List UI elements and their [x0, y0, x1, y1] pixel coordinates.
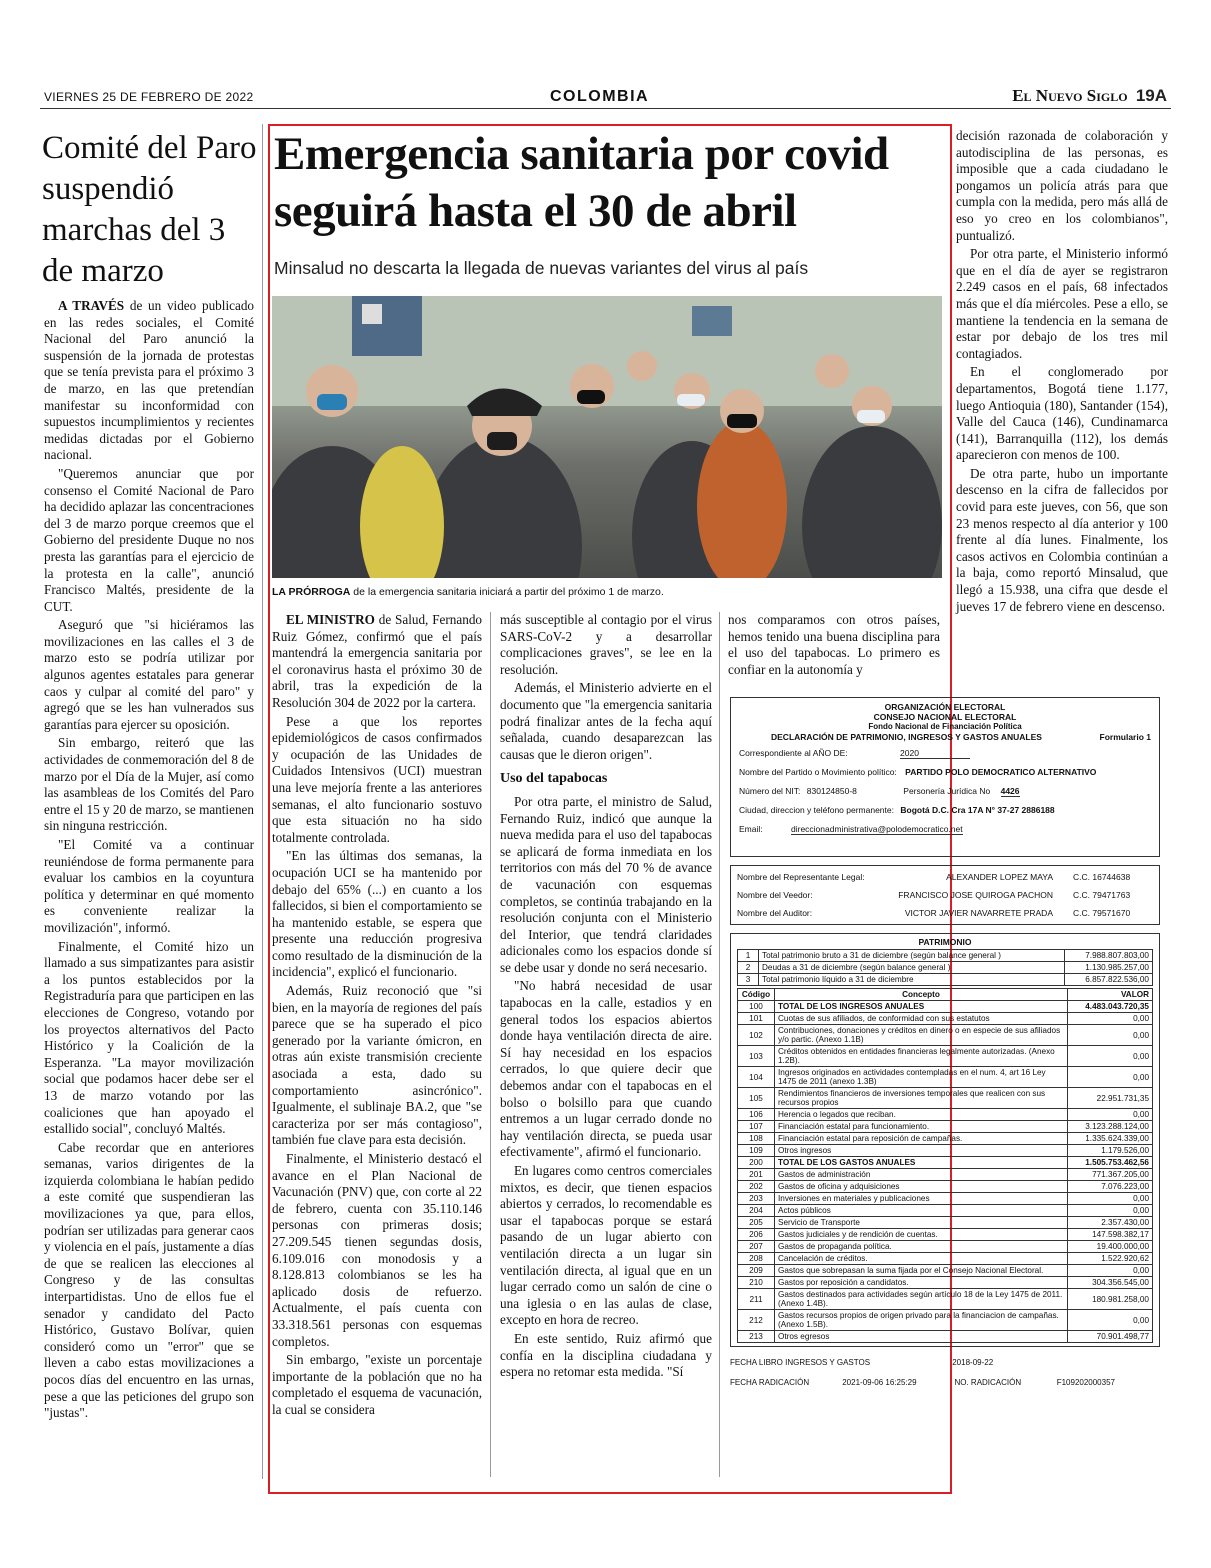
- patrimonio-row: [738, 950, 1153, 962]
- row-code: 102: [738, 1025, 775, 1046]
- patrimonio-value: 6.857.822.536,00: [1064, 974, 1152, 986]
- party-name: PARTIDO POLO DEMOCRATICO ALTERNATIVO: [905, 767, 1097, 777]
- row-code: 106: [738, 1109, 775, 1121]
- fecha-rad-value: 2021-09-06 16:25:29: [842, 1378, 917, 1387]
- email-value: direccionadministrativa@polodemocratico.net: [791, 824, 963, 834]
- party-label: Nombre del Partido o Movimiento político:: [739, 767, 897, 777]
- row-code: 103: [738, 1046, 775, 1067]
- row-code: 200: [738, 1157, 775, 1169]
- row-concept: Contribuciones, donaciones y créditos en dinero o en especie de sus afiliados y/o partic. (Anexo 1.1B): [775, 1025, 1068, 1046]
- row-concept: Herencia o legados que reciban.: [775, 1109, 1068, 1121]
- form-header-box: [730, 697, 1160, 857]
- row-concept: Gastos por reposición a candidatos.: [775, 1277, 1068, 1289]
- row-value: 0,00: [1068, 1265, 1153, 1277]
- row-code: 109: [738, 1145, 775, 1157]
- table-row: [738, 1205, 1153, 1217]
- people-row: [737, 868, 1153, 886]
- section-name: COLOMBIA: [550, 88, 650, 105]
- row-value: 22.951.731,35: [1068, 1088, 1153, 1109]
- nit-value: 830124850-8: [806, 786, 857, 796]
- main-story-subtitle: Minsalud no descarta la llegada de nuevas variantes del virus al país: [274, 258, 809, 278]
- row-value: 1.179.526,00: [1068, 1145, 1153, 1157]
- row-value: 1.505.753.462,56: [1068, 1157, 1153, 1169]
- patrimonio-row: [738, 962, 1153, 974]
- row-concept: Otros ingresos: [775, 1145, 1068, 1157]
- table-row: [738, 1217, 1153, 1229]
- fecha-libro-label: FECHA LIBRO INGRESOS Y GASTOS: [730, 1358, 871, 1367]
- row-value: 0,00: [1068, 1109, 1153, 1121]
- person-role: Nombre del Auditor:: [737, 908, 813, 918]
- paragraph: de un video publicado en las redes sociales, el Comité Nacional del Paro anunció la suspensión de la jornada de protestas que se tenía prevista para el próximo 3 de marzo, en las que pretendían manifestar su inconformidad con supuestos incumplimientos y recientes medidas dictadas por el Gobierno nacional.: [44, 298, 255, 463]
- table-row: [738, 1001, 1153, 1013]
- paragraph: Por otra parte, el Ministerio informó que en el día de ayer se registraron 2.249 casos en el país, 68 infectados más que el día miércoles. Pese a ello, se mantiene la tendencia en la semana de estar por debajo de los tres mil contagiados.: [956, 246, 1168, 361]
- person-role: Nombre del Veedor:: [737, 890, 813, 900]
- col-header-code: Código: [738, 989, 775, 1001]
- crowd-illustration: [272, 296, 942, 578]
- address-label: Ciudad, direccion y teléfono permanente:: [739, 805, 894, 815]
- row-concept: Cuotas de sus afiliados, de conformidad con sus estatutos: [775, 1013, 1068, 1025]
- paragraph: Además, Ruiz reconoció que "si bien, en la mayoría de regiones del país parece que se ha superado el pico generado por la variante ómicron, en otras aún existe transmisión creciente asociada a esta, dado su comportamiento asincrónico". Igualmente, el sublinaje BA.2, que "se caracteriza por ser más contagioso", también fue clave para esta decisión.: [272, 983, 482, 1148]
- news-photo: [272, 296, 942, 578]
- paragraph: decisión razonada de colaboración y autodisciplina de las personas, es imposible que a cada ciudadano le pongamos un policía atrás para que cumpla con la medida, pero más allá de eso yo creo en los colombianos", puntualizó.: [956, 128, 1168, 243]
- table-row: [738, 1241, 1153, 1253]
- table-row: [738, 1331, 1153, 1343]
- header-rule: [40, 108, 1171, 109]
- row-code: 101: [738, 1013, 775, 1025]
- no-rad-value: F109202000357: [1056, 1378, 1115, 1387]
- left-story-body: [44, 298, 254, 1424]
- row-concept: Financiación estatal para reposición de campañas.: [775, 1133, 1068, 1145]
- person-cc: C.C. 79571670: [1073, 908, 1131, 918]
- people-table: [737, 868, 1153, 922]
- people-row: [737, 886, 1153, 904]
- table-row: [738, 1025, 1153, 1046]
- row-value: 0,00: [1068, 1013, 1153, 1025]
- left-story-title: Comité del Paro suspendió marchas del 3 de marzo: [42, 130, 257, 289]
- patrimonio-label: Deudas a 31 de diciembre (según balance general ): [759, 962, 1065, 974]
- row-value: 19.400.000,00: [1068, 1241, 1153, 1253]
- table-row: [738, 1046, 1153, 1067]
- nit-label: Número del NIT:: [739, 786, 801, 796]
- row-value: 4.483.043.720,35: [1068, 1001, 1153, 1013]
- row-concept: TOTAL DE LOS INGRESOS ANUALES: [775, 1001, 1068, 1013]
- row-value: 0,00: [1068, 1205, 1153, 1217]
- row-value: 147.598.382,17: [1068, 1229, 1153, 1241]
- table-row: [738, 1121, 1153, 1133]
- row-concept: Financiación estatal para funcionamiento.: [775, 1121, 1068, 1133]
- subheading: Uso del tapabocas: [500, 771, 608, 787]
- row-code: 205: [738, 1217, 775, 1229]
- patrimonio-number: 1: [738, 950, 759, 962]
- row-code: 206: [738, 1229, 775, 1241]
- table-row: [738, 1193, 1153, 1205]
- row-concept: Gastos que sobrepasan la suma fijada por el Consejo Nacional Electoral.: [775, 1265, 1068, 1277]
- patrimonio-value: 1.130.985.257,00: [1064, 962, 1152, 974]
- table-row: [738, 1133, 1153, 1145]
- row-value: 180.981.258,00: [1068, 1289, 1153, 1310]
- table-row: [738, 1310, 1153, 1331]
- no-rad-label: NO. RADICACIÓN: [954, 1378, 1022, 1387]
- row-code: 208: [738, 1253, 775, 1265]
- row-concept: Gastos judiciales y de rendición de cuentas.: [775, 1229, 1068, 1241]
- paragraph: Sin embargo, reiteró que las actividades de conmemoración del 8 de marzo por el Día de la Mujer, así como las asambleas de los Comités del Paro entre el 15 y 20 de marzo, se mantienen sin ninguna restricción.: [44, 735, 254, 834]
- paragraph: Pese a que los reportes epidemiológicos de casos confirmados y ocupación de las Unidades de Cuidados Intensivos (UCI) muestran una leve mejoría frente a las anteriores semanas, el alto funcionario sostuvo que esta situación no ha sido totalmente controlada.: [272, 713, 482, 845]
- paragraph: de Salud, Fernando Ruiz Gómez, confirmó que el país mantendrá la emergencia sanitaria por el coronavirus hasta el próximo 30 de abril, tras la expedición de la Resolución 304 de 2022 por la cartera.: [272, 612, 483, 710]
- issue-date: VIERNES 25 DE FEBRERO DE 2022: [44, 90, 254, 104]
- fecha-libro-value: 2018-09-22: [952, 1358, 994, 1367]
- table-row: [738, 1181, 1153, 1193]
- person-cc: C.C. 16744638: [1073, 872, 1131, 882]
- page-number: 19A: [1135, 86, 1167, 105]
- column-divider: [490, 612, 491, 1477]
- row-value: 1.522.920,62: [1068, 1253, 1153, 1265]
- row-code: 104: [738, 1067, 775, 1088]
- row-value: 0,00: [1068, 1046, 1153, 1067]
- row-value: 7.076.223,00: [1068, 1181, 1153, 1193]
- col-header-concept: Concepto: [775, 989, 1068, 1001]
- table-row: [738, 1253, 1153, 1265]
- row-code: 105: [738, 1088, 775, 1109]
- main-story-column-1: [272, 612, 482, 1421]
- email-label: Email:: [739, 824, 763, 834]
- row-concept: Servicio de Transporte: [775, 1217, 1068, 1229]
- address-value: Bogotá D.C. Cra 17A N° 37-27 2886188: [900, 805, 1055, 815]
- ingresos-gastos-table: [737, 988, 1153, 1343]
- table-row: [738, 1088, 1153, 1109]
- patrimonio-title: PATRIMONIO: [918, 937, 972, 947]
- row-concept: Gastos de propaganda política.: [775, 1241, 1068, 1253]
- paragraph: Aseguró que "si hiciéramos las movilizaciones en las calles el 3 de marzo esto se podría utilizar por algunos agentes estatales para generar caos y culpar al comité del paro" y agregó que se les han vulnerados sus garantías para ejercer su oposición.: [44, 617, 254, 732]
- caption-text: de la emergencia sanitaria iniciará a partir del próximo 1 de marzo.: [353, 586, 664, 598]
- person-name: FRANCISCO JOSE QUIROGA PACHON: [898, 890, 1053, 900]
- table-row: [738, 1145, 1153, 1157]
- column-divider: [719, 612, 720, 1477]
- patrimonio-table: [737, 949, 1153, 986]
- paragraph: "Queremos anunciar que por consenso el Comité Nacional de Paro ha decidido aplazar las concentraciones del 3 de marzo porque creemos que el Gobierno del presidente Duque no nos presta las garantías para el ejercicio de la protesta en la calle", anunció Francisco Maltés, presidente de la CUT.: [44, 465, 254, 614]
- main-story-title: Emergencia sanitaria por covid seguirá hasta el 30 de abril: [274, 128, 889, 237]
- row-code: 204: [738, 1205, 775, 1217]
- patrimonio-row: [738, 974, 1153, 986]
- patrimonio-value: 7.988.807.803,00: [1064, 950, 1152, 962]
- row-code: 203: [738, 1193, 775, 1205]
- row-code: 100: [738, 1001, 775, 1013]
- financial-declaration-form: [730, 697, 1160, 1483]
- patrimonio-label: Total patrimonio líquido a 31 de diciembre: [759, 974, 1065, 986]
- people-box: [730, 865, 1160, 925]
- table-row: [738, 1277, 1153, 1289]
- form-number: Formulario 1: [1099, 732, 1151, 742]
- row-code: 202: [738, 1181, 775, 1193]
- row-concept: Otros egresos: [775, 1331, 1068, 1343]
- paragraph: "No habrá necesidad de usar tapabocas en la calle, estadios y en general todos los espacios abiertos donde haya ventilación directa de aire. Sí hay necesidad en los espacios cerrados, lo que quiere decir que debemos andar con el tapabocas en el bolso o bolsillo para que cuando entremos a un lugar cerrado donde no hay ventilación directa, se pueda usar efectivamente", afirmó el funcionario.: [500, 978, 712, 1160]
- paragraph: "El Comité va a continuar reuniéndose de forma permanente para evaluar los cambios en la coyuntura política y determinar en qué momento es conveniente realizar la movilización", informó.: [44, 837, 254, 935]
- year-value: 2020: [900, 748, 970, 759]
- person-cc: C.C. 79471763: [1073, 890, 1131, 900]
- row-concept: Gastos destinados para actividades según artículo 18 de la Ley 1475 de 2011. (Anexo 1.4B).: [775, 1289, 1068, 1310]
- table-row: [738, 1157, 1153, 1169]
- row-code: 108: [738, 1133, 775, 1145]
- paragraph: "En las últimas dos semanas, la ocupación UCI se ha mantenido por debajo del 65% (...) en cuanto a los fallecidos, si bien el comportamiento se ha mantenido estable, se espera que presente una reducción progresiva como resultado de la disminución de la incidencia", explicó el funcionario.: [272, 848, 482, 980]
- row-value: 0,00: [1068, 1310, 1153, 1331]
- row-concept: Actos públicos: [775, 1205, 1068, 1217]
- row-code: 201: [738, 1169, 775, 1181]
- masthead: [1012, 86, 1167, 106]
- row-value: 1.335.624.339,00: [1068, 1133, 1153, 1145]
- row-concept: Ingresos originados en actividades contempladas en el num. 4, art 16 Ley 1475 de 2011 (anexo 1.3B): [775, 1067, 1068, 1088]
- table-row: [738, 1067, 1153, 1088]
- main-story-column-2: [500, 612, 712, 1383]
- row-code: 210: [738, 1277, 775, 1289]
- paragraph: nos comparamos con otros países, hemos tenido una buena disciplina para el uso del tapabocas. Lo primero es confiar en la autonomía y: [728, 612, 940, 677]
- form-title: DECLARACIÓN DE PATRIMONIO, INGRESOS Y GASTOS ANUALES: [771, 732, 1042, 742]
- row-code: 211: [738, 1289, 775, 1310]
- table-row: [738, 1109, 1153, 1121]
- table-row: [738, 1229, 1153, 1241]
- paragraph: Cabe recordar que en anteriores semanas, varios dirigentes de la izquierda colombiana le habían pedido a este comité que suspendieran las movilizaciones ya que, para ellos, podrían ser utilizadas para generar caos y violencia en el país, justamente a días de que se realicen las elecciones al Congreso y de las consultas interpartidistas. Uno de ellos fue el senador y candidato del Pacto Histórico, Gustavo Bolívar, quien consideró como un "error" que se lleven a cabo estas movilizaciones a pocos días del encuentro en las urnas, pese a que las peticiones del grupo son "justas".: [44, 1139, 254, 1421]
- row-value: 2.357.430,00: [1068, 1217, 1153, 1229]
- column-divider: [262, 124, 263, 1479]
- row-value: 0,00: [1068, 1025, 1153, 1046]
- photo-caption: [272, 586, 664, 598]
- paragraph: De otra parte, hubo un importante descenso en la cifra de fallecidos por covid para este jueves, con 56, que son 23 menos respecto al día anterior y 100 frente al día lunes. Finalmente, los casos activos en Colombia continúan a la baja, como reportó Minsalud, que llegó a 15.938, una cifra que desde el jueves 17 de febrero viene en descenso.: [956, 465, 1168, 614]
- people-row: [737, 904, 1153, 922]
- row-concept: Créditos obtenidos en entidades financieras legalmente autorizadas. (Anexo 1.2B).: [775, 1046, 1068, 1067]
- main-story-lead: EL MINISTRO: [286, 612, 375, 627]
- pj-value: 4426: [1000, 786, 1020, 796]
- person-name: ALEXANDER LOPEZ MAYA: [946, 872, 1053, 882]
- form-footer: [730, 1353, 1160, 1393]
- table-row: [738, 1289, 1153, 1310]
- col-header-value: VALOR: [1068, 989, 1153, 1001]
- row-concept: Gastos recursos propios de origen privado para la financiacion de campañas. (Anexo 1.5B).: [775, 1310, 1068, 1331]
- org-line-2: CONSEJO NACIONAL ELECTORAL: [873, 712, 1017, 722]
- table-row: [738, 1169, 1153, 1181]
- paragraph: Sin embargo, "existe un porcentaje importante de la población que no ha completado el esquema de vacunación, la cual se considera: [272, 1352, 482, 1417]
- year-label: Correspondiente al AÑO DE:: [739, 748, 848, 758]
- org-line-1: ORGANIZACIÓN ELECTORAL: [884, 702, 1006, 712]
- paragraph: Finalmente, el Ministerio destacó el avance en el Plan Nacional de Vacunación (PNV) que, con corte al 22 de febrero, cuenta con 35.110.146 personas con primeras dosis; 27.209.545 tienen segundas dosis, 6.109.016 con monodosis y a 8.128.813 colombianos se les ha aplicado dosis de refuerzo. Actualmente, el país cuenta con 33.318.561 personas con esquemas completos.: [272, 1151, 482, 1349]
- org-line-3: Fondo Nacional de Financiación Política: [868, 722, 1022, 731]
- row-value: 771.367.205,00: [1068, 1169, 1153, 1181]
- row-code: 212: [738, 1310, 775, 1331]
- row-code: 107: [738, 1121, 775, 1133]
- row-value: 304.356.545,00: [1068, 1277, 1153, 1289]
- table-row: [738, 1013, 1153, 1025]
- fecha-rad-label: FECHA RADICACIÓN: [730, 1378, 810, 1387]
- person-name: VICTOR JAVIER NAVARRETE PRADA: [904, 908, 1053, 918]
- patrimonio-label: Total patrimonio bruto a 31 de diciembre (según balance general ): [759, 950, 1065, 962]
- patrimonio-number: 3: [738, 974, 759, 986]
- row-concept: Cancelación de créditos.: [775, 1253, 1068, 1265]
- patrimonio-box: [730, 933, 1160, 1347]
- table-row: [738, 1265, 1153, 1277]
- row-concept: Inversiones en materiales y publicaciones: [775, 1193, 1068, 1205]
- row-code: 209: [738, 1265, 775, 1277]
- left-story-lead: A TRAVÉS: [58, 298, 125, 313]
- row-code: 207: [738, 1241, 775, 1253]
- row-value: 70.901.498,77: [1068, 1331, 1153, 1343]
- brand-name: El Nuevo Siglo: [1012, 86, 1128, 105]
- row-concept: Rendimientos financieros de inversiones temporales que realicen con sus recursos propios: [775, 1088, 1068, 1109]
- row-concept: TOTAL DE LOS GASTOS ANUALES: [775, 1157, 1068, 1169]
- row-value: 0,00: [1068, 1193, 1153, 1205]
- paragraph: Además, el Ministerio advierte en el documento que "la emergencia sanitaria podrá finalizar antes de la fecha aquí señalada, cuando desaparezcan las causas que le dieron origen".: [500, 680, 712, 762]
- paragraph: Finalmente, el Comité hizo un llamado a sus simpatizantes para asistir a los puntos establecidos por la Registraduría para que participen en las elecciones de Congreso, votando por los proyectos alternativos del Pacto Histórico y la Coalición de la Esperanza. "La mayor movilización social que podamos hacer debe ser el 13 de marzo votando por las coaliciones que han apoyado el estallido social", concluyó Maltés.: [44, 938, 254, 1137]
- paragraph: En lugares como centros comerciales mixtos, es decir, que tienen espacios abiertos y cerrados, lo recomendable es usar el tapabocas porque se estará pasando de un lugar abierto con ventilación directa a un lugar sin ventilación directa, al igual que en un lugar cerrado como un salón de cine o una iglesia o en las aulas de clase, excepto en hora de recreo.: [500, 1163, 712, 1328]
- caption-lead: LA PRÓRROGA: [272, 586, 351, 598]
- row-concept: Gastos de administración: [775, 1169, 1068, 1181]
- pj-label: Personería Jurídica No: [903, 786, 991, 796]
- row-value: 3.123.288.124,00: [1068, 1121, 1153, 1133]
- person-role: Nombre del Representante Legal:: [737, 872, 865, 882]
- paragraph: Por otra parte, el ministro de Salud, Fernando Ruiz, indicó que aunque la nueva medida para el uso del tapabocas se aplicará de forma inmediata en los territorios con más del 70 % de avance de vacunación con esquemas completos, se continúa trabajando en la resolución conjunta con el Ministerio del Interior, que tendrá claridades adicionales como los espacios donde sí se debe usar y donde no será necesario.: [500, 793, 712, 975]
- right-column: [956, 128, 1168, 617]
- main-story-column-3: [728, 612, 940, 680]
- patrimonio-number: 2: [738, 962, 759, 974]
- paragraph: En el conglomerado por departamentos, Bogotá tiene 1.177, luego Antioquia (180), Santander (154), Valle del Cauca (146), Cundinamarca (141), Barranquilla (112), los demás aparecieron con menos de 100.: [956, 364, 1168, 463]
- row-concept: Gastos de oficina y adquisiciones: [775, 1181, 1068, 1193]
- row-code: 213: [738, 1331, 775, 1343]
- paragraph: En este sentido, Ruiz afirmó que confía en la disciplina ciudadana y espera no retomar esta medida. "Sí: [500, 1330, 712, 1380]
- row-value: 0,00: [1068, 1067, 1153, 1088]
- paragraph: más susceptible al contagio por el virus SARS-CoV-2 y a desarrollar complicaciones graves", se lee en la resolución.: [500, 612, 712, 677]
